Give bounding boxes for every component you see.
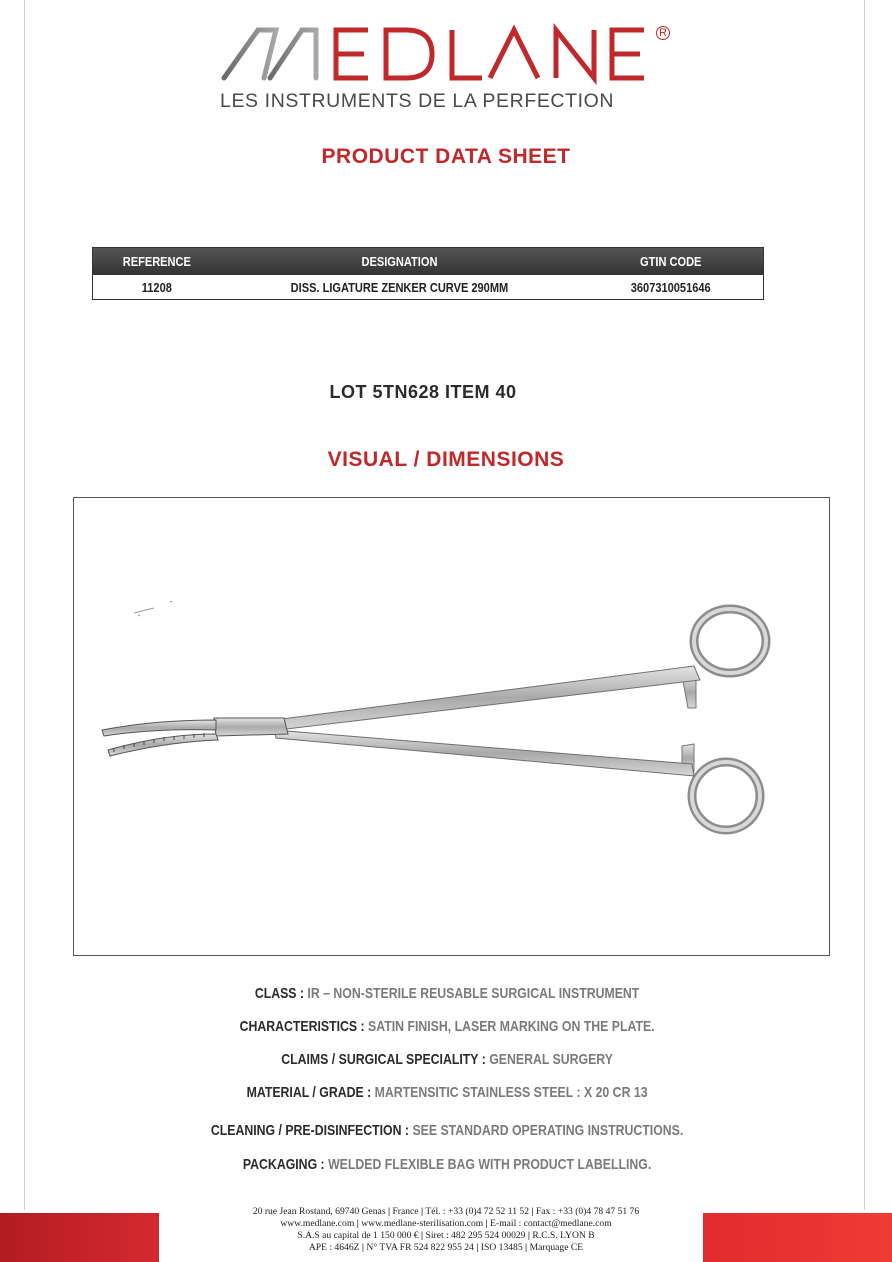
footer-line-web: www.medlane.com | www.medlane-sterilisation.com | E-mail : contact@medlane.com bbox=[280, 1218, 612, 1229]
spec-label: CLASS : bbox=[254, 985, 305, 1002]
footer-line-company: S.A.S au capital de 1 150 000 € | Siret : 482 295 524 00029 | R.C.S. LYON B bbox=[297, 1230, 595, 1241]
footer-ape: APE : 4646Z bbox=[308, 1242, 360, 1253]
spec-value: IR – NON-STERILE REUSABLE SURGICAL INSTRUMENT bbox=[304, 985, 640, 1002]
spec-value: GENERAL SURGERY bbox=[485, 1051, 613, 1068]
footer-address: 20 rue Jean Rostand, 69740 Genas bbox=[252, 1206, 386, 1217]
spec-characteristics bbox=[81, 1018, 812, 1035]
header-reference: REFERENCE bbox=[122, 254, 191, 269]
spec-label: CLEANING / PRE-DISINFECTION : bbox=[210, 1122, 410, 1139]
page-border-right bbox=[864, 0, 865, 1210]
footer-fax: Fax : +33 (0)4 78 47 51 76 bbox=[535, 1206, 640, 1217]
spec-value: SATIN FINISH, LASER MARKING ON THE PLATE. bbox=[364, 1018, 655, 1035]
forceps-image bbox=[74, 498, 829, 955]
footer-website-link[interactable]: www.medlane.com bbox=[280, 1218, 355, 1229]
registered-mark: R bbox=[656, 26, 670, 40]
spec-class bbox=[81, 985, 812, 1002]
spec-label: PACKAGING : bbox=[242, 1156, 325, 1173]
spec-material bbox=[81, 1084, 812, 1101]
footer-rcs: R.C.S. LYON B bbox=[532, 1230, 595, 1241]
medlane-logo-wordmark bbox=[218, 20, 658, 90]
table-header-row bbox=[93, 248, 763, 275]
lot-number: LOT 5TN628 ITEM 40 bbox=[329, 382, 517, 402]
table-row bbox=[93, 275, 763, 299]
footer-bar-right bbox=[703, 1213, 892, 1262]
footer-siret: Siret : 482 295 524 00029 bbox=[425, 1230, 526, 1241]
spec-claims bbox=[81, 1051, 812, 1068]
page-border-left bbox=[24, 0, 25, 1210]
spec-label: MATERIAL / GRADE : bbox=[246, 1084, 372, 1101]
brand-tagline: LES INSTRUMENTS DE LA PERFECTION bbox=[220, 90, 615, 112]
cell-gtin-code: 3607310051646 bbox=[630, 279, 711, 295]
spec-cleaning bbox=[81, 1122, 812, 1139]
spec-value: WELDED FLEXIBLE BAG WITH PRODUCT LABELLING. bbox=[324, 1156, 652, 1173]
footer-country: France bbox=[392, 1206, 419, 1217]
footer-line-registration: APE : 4646Z | N° TVA FR 524 822 955 24 | ISO 13485 | Marquage CE bbox=[308, 1242, 584, 1253]
sheet-title: PRODUCT DATA SHEET bbox=[321, 145, 571, 168]
spec-label: CLAIMS / SURGICAL SPECIALITY : bbox=[281, 1051, 486, 1068]
footer-capital: S.A.S au capital de 1 150 000 € bbox=[297, 1230, 419, 1241]
spec-packaging bbox=[81, 1156, 812, 1173]
footer-line-address: 20 rue Jean Rostand, 69740 Genas | France | Tél. : +33 (0)4 72 52 11 52 | Fax : +33 (0)4 78 47 51 76 bbox=[252, 1206, 640, 1217]
footer-iso: ISO 13485 bbox=[480, 1242, 523, 1253]
visual-title: VISUAL / DIMENSIONS bbox=[327, 448, 565, 471]
spec-value: MARTENSITIC STAINLESS STEEL : X 20 CR 13 bbox=[371, 1084, 648, 1101]
footer-sterilisation-link[interactable]: www.medlane-sterilisation.com bbox=[361, 1218, 484, 1229]
footer-ce: Marquage CE bbox=[529, 1242, 584, 1253]
header-designation: DESIGNATION bbox=[361, 254, 438, 269]
header-gtin-code: GTIN CODE bbox=[639, 254, 701, 269]
footer-contact bbox=[200, 1206, 692, 1254]
footer-vat: N° TVA FR 524 822 955 24 bbox=[366, 1242, 474, 1253]
footer-bar-left bbox=[0, 1213, 159, 1262]
product-image-frame bbox=[73, 497, 830, 956]
reference-table bbox=[92, 247, 764, 300]
footer-phone: Tél. : +33 (0)4 72 52 11 52 bbox=[425, 1206, 529, 1217]
footer-email-link[interactable]: E-mail : contact@medlane.com bbox=[490, 1218, 612, 1229]
cell-reference: 11208 bbox=[141, 279, 172, 295]
medlane-logo bbox=[218, 20, 678, 115]
spec-value: SEE STANDARD OPERATING INSTRUCTIONS. bbox=[409, 1122, 684, 1139]
spec-label: CHARACTERISTICS : bbox=[239, 1018, 365, 1035]
cell-designation: DISS. LIGATURE ZENKER CURVE 290MM bbox=[290, 279, 508, 295]
